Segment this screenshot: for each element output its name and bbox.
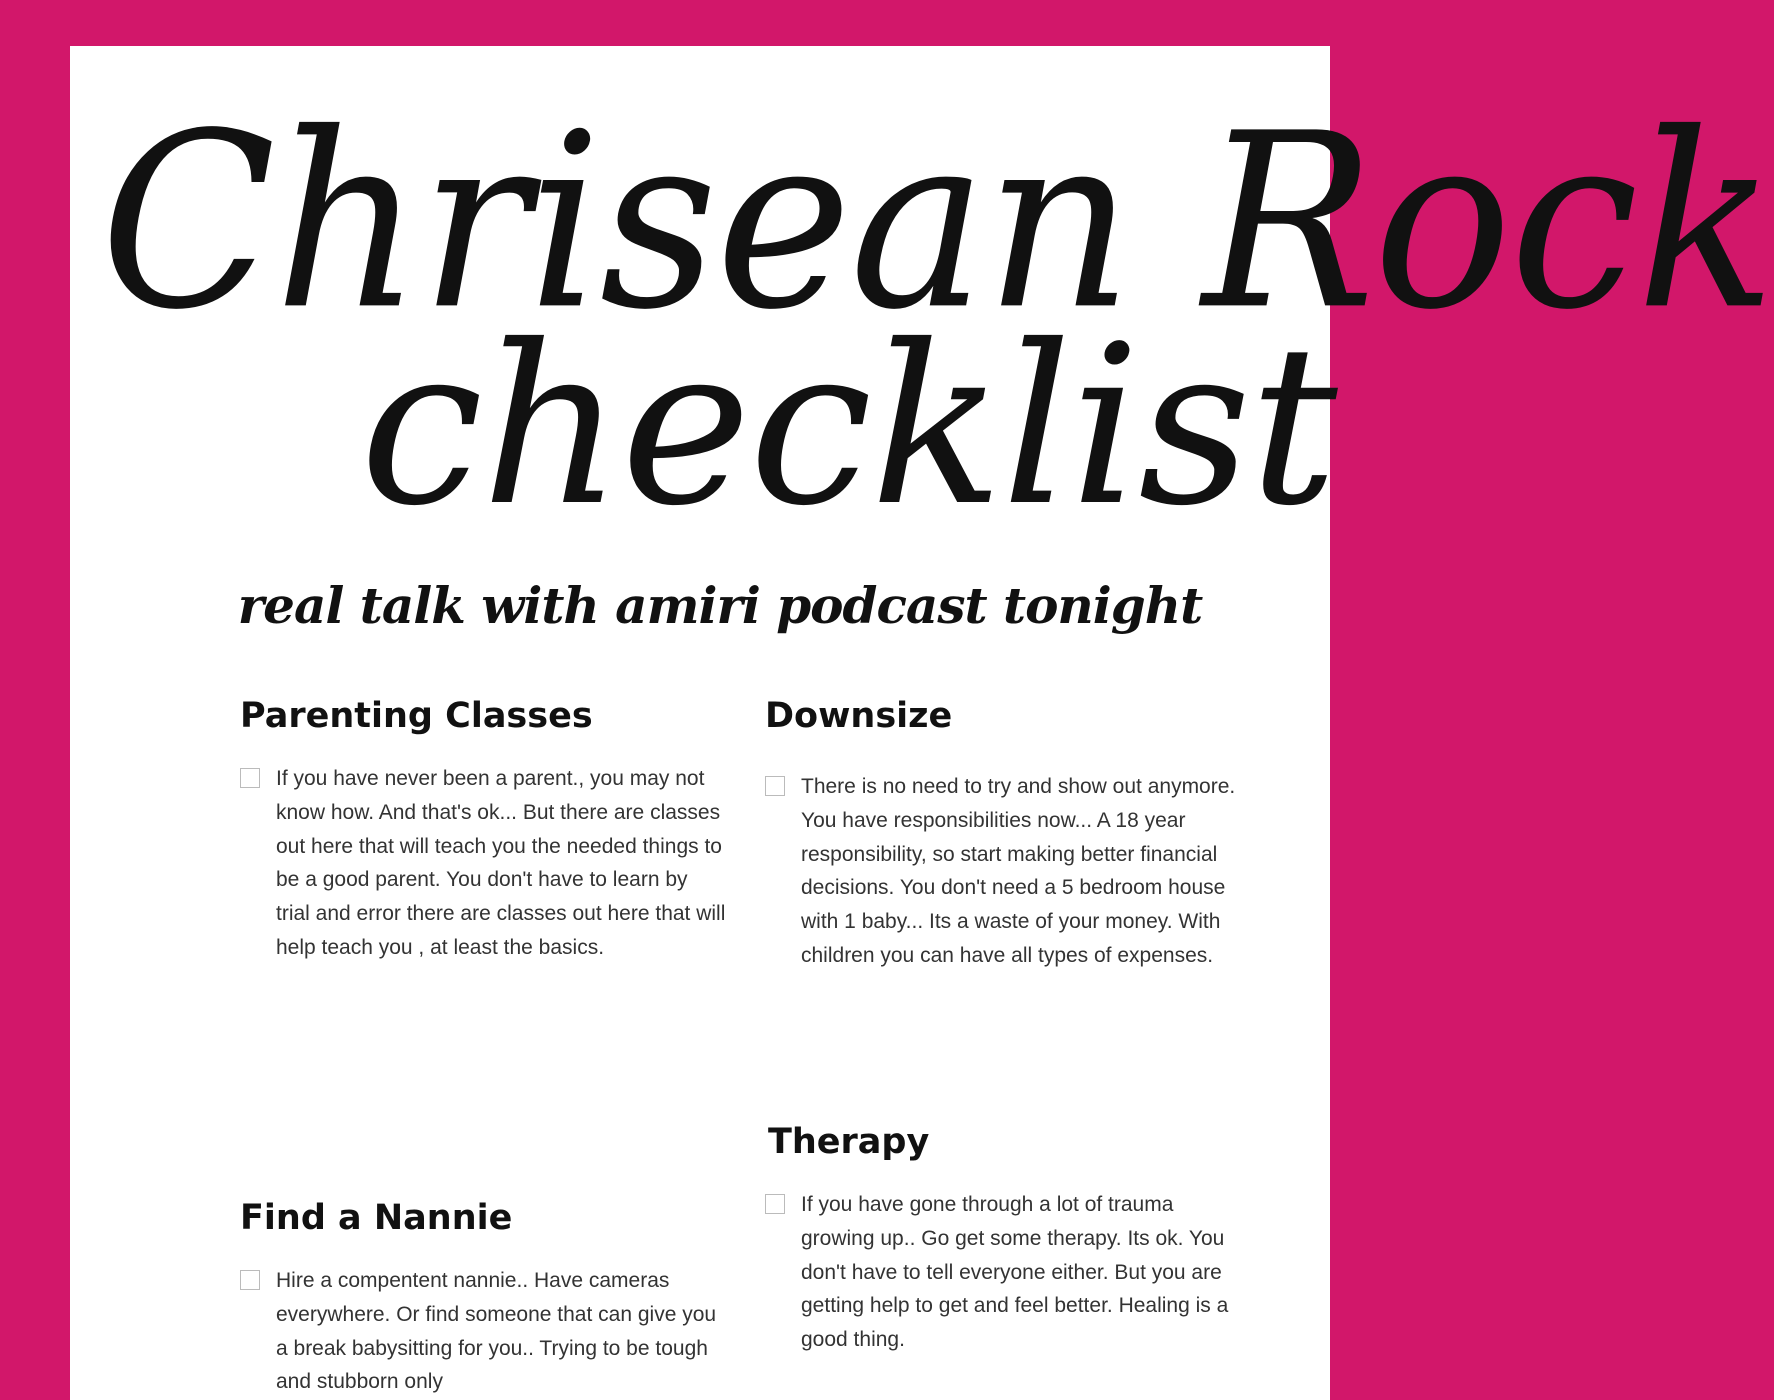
section-heading: Find a Nannie	[240, 1198, 513, 1238]
checklist-item	[765, 770, 1265, 973]
checklist-item	[765, 1188, 1268, 1357]
checkbox[interactable]	[240, 1270, 260, 1290]
item-text: Hire a compentent nannie.. Have cameras everywhere. Or find someone that can give you a break babysitting for you.. Trying to be tough and stubborn only	[276, 1269, 717, 1394]
section-therapy	[768, 1120, 1268, 1357]
section-heading: Therapy	[768, 1122, 930, 1162]
section-parenting-classes	[240, 694, 740, 965]
section-heading: Parenting Classes	[240, 696, 593, 736]
checkbox[interactable]	[240, 768, 260, 788]
checkbox[interactable]	[765, 776, 785, 796]
checklist-page	[70, 46, 1774, 1400]
title-line-1: Chrisean Rock	[100, 82, 1774, 364]
item-text: If you have never been a parent., you may not know how. And that's ok... But there are classes out here that will teach you the needed things to be a good parent. You don't have to learn by trial and error there are classes out here that will help teach you , at least the basics.	[276, 767, 726, 959]
item-text: There is no need to try and show out anymore. You have responsibilities now... A 18 year responsibility, so start making better financial decisions. You don't need a 5 bedroom house with 1 baby... Its a waste of your money. With children you can have all types of expenses.	[801, 775, 1236, 967]
checklist-item	[240, 1264, 740, 1399]
section-heading: Downsize	[765, 696, 953, 736]
title-line-2: checklist	[360, 298, 1336, 554]
section-find-a-nannie	[240, 1196, 740, 1399]
item-text: If you have gone through a lot of trauma growing up.. Go get some therapy. Its ok. You don't have to tell everyone either. But you are getting help to get and feel better. Healing is a good thing.	[801, 1193, 1229, 1352]
subtitle: real talk with amiri podcast tonight	[237, 576, 1203, 635]
section-downsize	[765, 694, 1265, 973]
checkbox[interactable]	[765, 1194, 785, 1214]
checklist-item	[240, 762, 740, 965]
